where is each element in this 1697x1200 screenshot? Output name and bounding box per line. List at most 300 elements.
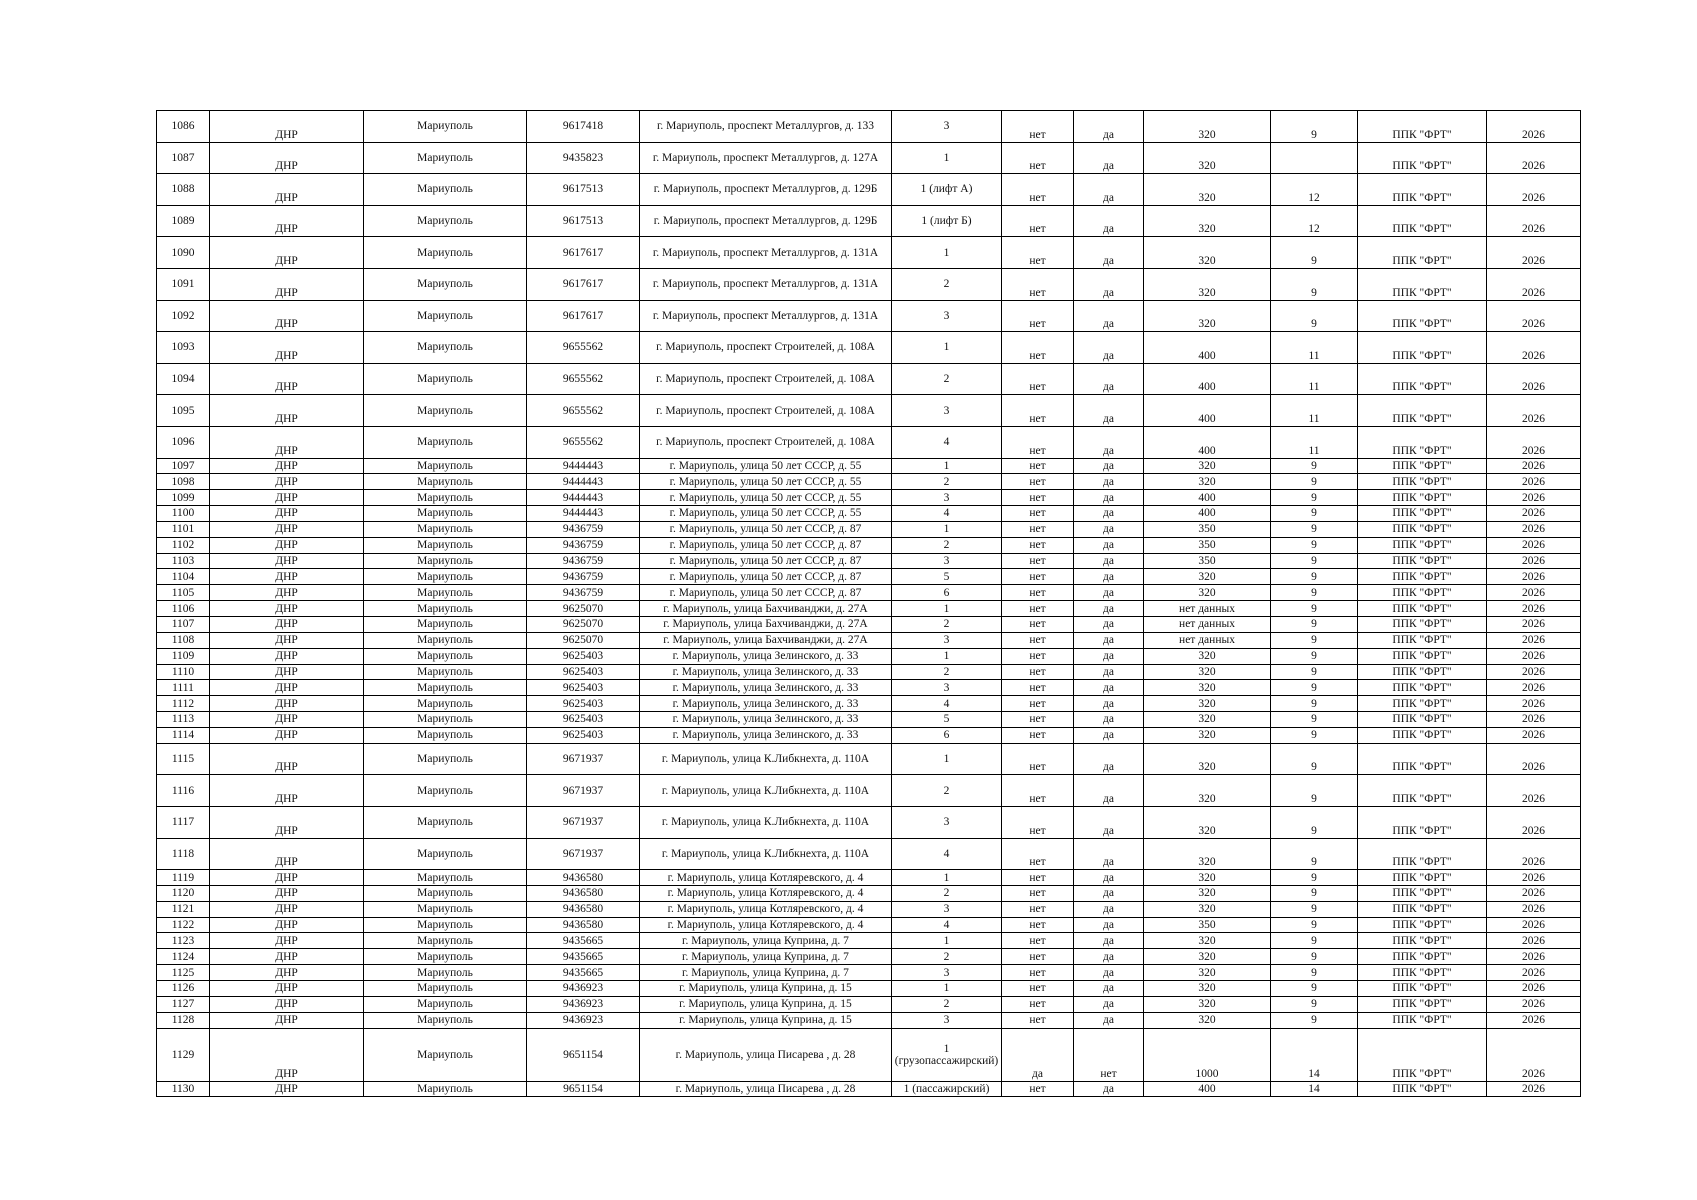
organization-cell: ППК "ФРТ": [1358, 490, 1487, 506]
capacity-cell: 320: [1144, 664, 1271, 680]
city-cell: Мариуполь: [364, 727, 527, 743]
address-cell: г. Мариуполь, проспект Металлургов, д. 131А: [640, 237, 892, 269]
object-code-cell: 9625403: [527, 696, 640, 712]
table-row: [157, 506, 1581, 522]
year-cell: 2026: [1487, 901, 1581, 917]
stops-cell: 9: [1271, 474, 1358, 490]
region-cell: ДНР: [210, 870, 364, 886]
stops-cell: 9: [1271, 111, 1358, 143]
capacity-cell: 320: [1144, 743, 1271, 775]
organization-cell: ППК "ФРТ": [1358, 712, 1487, 728]
organization-cell: ППК "ФРТ": [1358, 332, 1487, 364]
capacity-cell: 320: [1144, 712, 1271, 728]
lift-cell: 3: [892, 1012, 1002, 1028]
stops-cell: 9: [1271, 601, 1358, 617]
region-cell: ДНР: [210, 838, 364, 870]
city-cell: Мариуполь: [364, 885, 527, 901]
table-row: [157, 142, 1581, 174]
organization-cell: ППК "ФРТ": [1358, 981, 1487, 997]
address-cell: г. Мариуполь, улица Бахчиванджи, д. 27А: [640, 632, 892, 648]
city-cell: Мариуполь: [364, 632, 527, 648]
capacity-cell: 320: [1144, 268, 1271, 300]
region-cell: ДНР: [210, 775, 364, 807]
address-cell: г. Мариуполь, улица 50 лет СССР, д. 55: [640, 506, 892, 522]
object-code-cell: 9436923: [527, 1012, 640, 1028]
address-cell: г. Мариуполь, улица Зелинского, д. 33: [640, 648, 892, 664]
organization-cell: ППК "ФРТ": [1358, 585, 1487, 601]
table-row: [157, 632, 1581, 648]
organization-cell: ППК "ФРТ": [1358, 474, 1487, 490]
year-cell: 2026: [1487, 490, 1581, 506]
row-number-cell: 1089: [157, 205, 210, 237]
lift-cell: 3: [892, 395, 1002, 427]
region-cell: ДНР: [210, 585, 364, 601]
stops-cell: 9: [1271, 901, 1358, 917]
address-cell: г. Мариуполь, проспект Строителей, д. 108А: [640, 426, 892, 458]
address-cell: г. Мариуполь, улица Зелинского, д. 33: [640, 696, 892, 712]
object-code-cell: 9444443: [527, 506, 640, 522]
region-cell: ДНР: [210, 601, 364, 617]
stops-cell: 9: [1271, 569, 1358, 585]
object-code-cell: 9436759: [527, 553, 640, 569]
object-code-cell: 9617617: [527, 268, 640, 300]
lift-cell: 3: [892, 965, 1002, 981]
region-cell: ДНР: [210, 949, 364, 965]
flag-2-cell: да: [1074, 616, 1144, 632]
region-cell: ДНР: [210, 616, 364, 632]
stops-cell: 9: [1271, 917, 1358, 933]
year-cell: 2026: [1487, 696, 1581, 712]
address-cell: г. Мариуполь, улица 50 лет СССР, д. 87: [640, 585, 892, 601]
flag-2-cell: да: [1074, 1012, 1144, 1028]
flag-2-cell: да: [1074, 901, 1144, 917]
flag-1-cell: нет: [1002, 521, 1074, 537]
lift-cell: 4: [892, 917, 1002, 933]
organization-cell: ППК "ФРТ": [1358, 664, 1487, 680]
capacity-cell: 320: [1144, 474, 1271, 490]
year-cell: 2026: [1487, 521, 1581, 537]
object-code-cell: 9625403: [527, 648, 640, 664]
object-code-cell: 9617617: [527, 300, 640, 332]
table-row: [157, 870, 1581, 886]
year-cell: 2026: [1487, 332, 1581, 364]
region-cell: ДНР: [210, 111, 364, 143]
row-number-cell: 1087: [157, 142, 210, 174]
lift-cell: 1 (пассажирский): [892, 1081, 1002, 1097]
stops-cell: 11: [1271, 363, 1358, 395]
row-number-cell: 1104: [157, 569, 210, 585]
flag-2-cell: да: [1074, 806, 1144, 838]
address-cell: г. Мариуполь, проспект Металлургов, д. 131А: [640, 268, 892, 300]
stops-cell: 9: [1271, 521, 1358, 537]
lift-cell: 3: [892, 901, 1002, 917]
row-number-cell: 1129: [157, 1028, 210, 1081]
year-cell: 2026: [1487, 949, 1581, 965]
flag-1-cell: нет: [1002, 949, 1074, 965]
row-number-cell: 1107: [157, 616, 210, 632]
organization-cell: ППК "ФРТ": [1358, 1028, 1487, 1081]
year-cell: 2026: [1487, 727, 1581, 743]
address-cell: г. Мариуполь, улица Котляревского, д. 4: [640, 870, 892, 886]
row-number-cell: 1099: [157, 490, 210, 506]
region-cell: ДНР: [210, 680, 364, 696]
flag-1-cell: нет: [1002, 332, 1074, 364]
table-row: [157, 1012, 1581, 1028]
row-number-cell: 1109: [157, 648, 210, 664]
address-cell: г. Мариуполь, улица 50 лет СССР, д. 87: [640, 537, 892, 553]
capacity-cell: 320: [1144, 806, 1271, 838]
flag-1-cell: нет: [1002, 806, 1074, 838]
lift-cell: 3: [892, 111, 1002, 143]
region-cell: ДНР: [210, 648, 364, 664]
table-row: [157, 585, 1581, 601]
city-cell: Мариуполь: [364, 680, 527, 696]
object-code-cell: 9617513: [527, 174, 640, 206]
stops-cell: 14: [1271, 1028, 1358, 1081]
year-cell: 2026: [1487, 142, 1581, 174]
stops-cell: 9: [1271, 806, 1358, 838]
table-row: [157, 111, 1581, 143]
address-cell: г. Мариуполь, улица К.Либкнехта, д. 110А: [640, 838, 892, 870]
organization-cell: ППК "ФРТ": [1358, 949, 1487, 965]
flag-2-cell: да: [1074, 537, 1144, 553]
capacity-cell: 320: [1144, 870, 1271, 886]
region-cell: ДНР: [210, 521, 364, 537]
city-cell: Мариуполь: [364, 696, 527, 712]
object-code-cell: 9651154: [527, 1081, 640, 1097]
capacity-cell: 320: [1144, 237, 1271, 269]
city-cell: Мариуполь: [364, 332, 527, 364]
organization-cell: ППК "ФРТ": [1358, 870, 1487, 886]
year-cell: 2026: [1487, 981, 1581, 997]
flag-1-cell: нет: [1002, 426, 1074, 458]
row-number-cell: 1123: [157, 933, 210, 949]
address-cell: г. Мариуполь, улица К.Либкнехта, д. 110А: [640, 775, 892, 807]
capacity-cell: 350: [1144, 537, 1271, 553]
city-cell: Мариуполь: [364, 1081, 527, 1097]
lift-cell: 1 (грузопассажирский): [892, 1028, 1002, 1081]
address-cell: г. Мариуполь, улица Куприна, д. 7: [640, 933, 892, 949]
lift-cell: 3: [892, 553, 1002, 569]
year-cell: 2026: [1487, 537, 1581, 553]
flag-1-cell: нет: [1002, 300, 1074, 332]
object-code-cell: 9444443: [527, 458, 640, 474]
row-number-cell: 1117: [157, 806, 210, 838]
row-number-cell: 1092: [157, 300, 210, 332]
address-cell: г. Мариуполь, улица К.Либкнехта, д. 110А: [640, 743, 892, 775]
object-code-cell: 9625403: [527, 680, 640, 696]
lift-cell: 6: [892, 727, 1002, 743]
city-cell: Мариуполь: [364, 395, 527, 427]
row-number-cell: 1111: [157, 680, 210, 696]
flag-2-cell: да: [1074, 506, 1144, 522]
stops-cell: 9: [1271, 664, 1358, 680]
table-row: [157, 395, 1581, 427]
stops-cell: 9: [1271, 506, 1358, 522]
stops-cell: 12: [1271, 205, 1358, 237]
address-cell: г. Мариуполь, улица Писарева , д. 28: [640, 1081, 892, 1097]
row-number-cell: 1097: [157, 458, 210, 474]
flag-2-cell: да: [1074, 838, 1144, 870]
region-cell: ДНР: [210, 696, 364, 712]
organization-cell: ППК "ФРТ": [1358, 506, 1487, 522]
year-cell: 2026: [1487, 395, 1581, 427]
year-cell: 2026: [1487, 996, 1581, 1012]
year-cell: 2026: [1487, 585, 1581, 601]
row-number-cell: 1095: [157, 395, 210, 427]
organization-cell: ППК "ФРТ": [1358, 901, 1487, 917]
organization-cell: ППК "ФРТ": [1358, 569, 1487, 585]
city-cell: Мариуполь: [364, 981, 527, 997]
address-cell: г. Мариуполь, улица 50 лет СССР, д. 55: [640, 490, 892, 506]
object-code-cell: 9435665: [527, 965, 640, 981]
lift-cell: 1: [892, 332, 1002, 364]
row-number-cell: 1101: [157, 521, 210, 537]
object-code-cell: 9625070: [527, 601, 640, 617]
flag-1-cell: нет: [1002, 696, 1074, 712]
stops-cell: [1271, 142, 1358, 174]
flag-2-cell: да: [1074, 585, 1144, 601]
region-cell: ДНР: [210, 712, 364, 728]
stops-cell: 9: [1271, 965, 1358, 981]
city-cell: Мариуполь: [364, 1012, 527, 1028]
address-cell: г. Мариуполь, улица Зелинского, д. 33: [640, 712, 892, 728]
flag-2-cell: да: [1074, 981, 1144, 997]
flag-2-cell: да: [1074, 933, 1144, 949]
flag-2-cell: да: [1074, 237, 1144, 269]
city-cell: Мариуполь: [364, 648, 527, 664]
flag-2-cell: да: [1074, 474, 1144, 490]
region-cell: ДНР: [210, 553, 364, 569]
lift-cell: 1: [892, 521, 1002, 537]
city-cell: Мариуполь: [364, 712, 527, 728]
object-code-cell: 9655562: [527, 395, 640, 427]
flag-2-cell: да: [1074, 664, 1144, 680]
row-number-cell: 1119: [157, 870, 210, 886]
flag-2-cell: да: [1074, 569, 1144, 585]
region-cell: ДНР: [210, 996, 364, 1012]
table-row: [157, 838, 1581, 870]
object-code-cell: 9436923: [527, 981, 640, 997]
year-cell: 2026: [1487, 205, 1581, 237]
flag-1-cell: нет: [1002, 917, 1074, 933]
flag-1-cell: нет: [1002, 142, 1074, 174]
row-number-cell: 1122: [157, 917, 210, 933]
flag-1-cell: нет: [1002, 648, 1074, 664]
flag-2-cell: да: [1074, 917, 1144, 933]
registry-table: [156, 110, 1581, 1097]
region-cell: ДНР: [210, 537, 364, 553]
city-cell: Мариуполь: [364, 268, 527, 300]
city-cell: Мариуполь: [364, 490, 527, 506]
table-row: [157, 300, 1581, 332]
address-cell: г. Мариуполь, улица 50 лет СССР, д. 55: [640, 474, 892, 490]
table-row: [157, 521, 1581, 537]
flag-1-cell: нет: [1002, 506, 1074, 522]
row-number-cell: 1115: [157, 743, 210, 775]
flag-1-cell: нет: [1002, 901, 1074, 917]
flag-2-cell: да: [1074, 521, 1144, 537]
table-row: [157, 996, 1581, 1012]
lift-cell: 4: [892, 838, 1002, 870]
organization-cell: ППК "ФРТ": [1358, 632, 1487, 648]
table-row: [157, 648, 1581, 664]
address-cell: г. Мариуполь, проспект Строителей, д. 108А: [640, 363, 892, 395]
capacity-cell: 400: [1144, 490, 1271, 506]
table-row: [157, 332, 1581, 364]
organization-cell: ППК "ФРТ": [1358, 300, 1487, 332]
object-code-cell: 9625403: [527, 664, 640, 680]
address-cell: г. Мариуполь, проспект Строителей, д. 108А: [640, 332, 892, 364]
stops-cell: 9: [1271, 712, 1358, 728]
table-row: [157, 363, 1581, 395]
city-cell: Мариуполь: [364, 775, 527, 807]
address-cell: г. Мариуполь, улица Бахчиванджи, д. 27А: [640, 616, 892, 632]
table-row: [157, 174, 1581, 206]
object-code-cell: 9655562: [527, 363, 640, 395]
year-cell: 2026: [1487, 743, 1581, 775]
lift-cell: 2: [892, 616, 1002, 632]
year-cell: 2026: [1487, 917, 1581, 933]
table-row: [157, 965, 1581, 981]
flag-1-cell: нет: [1002, 632, 1074, 648]
lift-cell: 1: [892, 648, 1002, 664]
object-code-cell: 9435665: [527, 949, 640, 965]
object-code-cell: 9436580: [527, 885, 640, 901]
object-code-cell: 9435823: [527, 142, 640, 174]
table-row: [157, 1081, 1581, 1097]
flag-2-cell: нет: [1074, 1028, 1144, 1081]
capacity-cell: 320: [1144, 775, 1271, 807]
stops-cell: 9: [1271, 743, 1358, 775]
table-row: [157, 933, 1581, 949]
organization-cell: ППК "ФРТ": [1358, 743, 1487, 775]
lift-cell: 3: [892, 490, 1002, 506]
table-row: [157, 806, 1581, 838]
lift-cell: 2: [892, 775, 1002, 807]
region-cell: ДНР: [210, 885, 364, 901]
region-cell: ДНР: [210, 1028, 364, 1081]
object-code-cell: 9436580: [527, 917, 640, 933]
row-number-cell: 1098: [157, 474, 210, 490]
capacity-cell: 320: [1144, 648, 1271, 664]
flag-2-cell: да: [1074, 426, 1144, 458]
capacity-cell: 1000: [1144, 1028, 1271, 1081]
region-cell: ДНР: [210, 743, 364, 775]
year-cell: 2026: [1487, 111, 1581, 143]
capacity-cell: 320: [1144, 933, 1271, 949]
address-cell: г. Мариуполь, проспект Металлургов, д. 127А: [640, 142, 892, 174]
row-number-cell: 1112: [157, 696, 210, 712]
region-cell: ДНР: [210, 237, 364, 269]
address-cell: г. Мариуполь, улица Куприна, д. 15: [640, 1012, 892, 1028]
table-row: [157, 553, 1581, 569]
row-number-cell: 1096: [157, 426, 210, 458]
city-cell: Мариуполь: [364, 174, 527, 206]
year-cell: 2026: [1487, 1012, 1581, 1028]
capacity-cell: 350: [1144, 553, 1271, 569]
organization-cell: ППК "ФРТ": [1358, 537, 1487, 553]
region-cell: ДНР: [210, 917, 364, 933]
capacity-cell: 320: [1144, 885, 1271, 901]
stops-cell: 9: [1271, 727, 1358, 743]
flag-2-cell: да: [1074, 111, 1144, 143]
city-cell: Мариуполь: [364, 838, 527, 870]
address-cell: г. Мариуполь, улица Куприна, д. 15: [640, 996, 892, 1012]
table-row: [157, 490, 1581, 506]
address-cell: г. Мариуполь, улица 50 лет СССР, д. 87: [640, 553, 892, 569]
lift-cell: 1: [892, 981, 1002, 997]
address-cell: г. Мариуполь, улица 50 лет СССР, д. 55: [640, 458, 892, 474]
row-number-cell: 1102: [157, 537, 210, 553]
object-code-cell: 9436759: [527, 585, 640, 601]
flag-2-cell: да: [1074, 775, 1144, 807]
row-number-cell: 1090: [157, 237, 210, 269]
year-cell: 2026: [1487, 616, 1581, 632]
row-number-cell: 1103: [157, 553, 210, 569]
flag-1-cell: нет: [1002, 981, 1074, 997]
table-row: [157, 664, 1581, 680]
region-cell: ДНР: [210, 490, 364, 506]
lift-cell: 3: [892, 806, 1002, 838]
city-cell: Мариуполь: [364, 300, 527, 332]
flag-2-cell: да: [1074, 949, 1144, 965]
row-number-cell: 1124: [157, 949, 210, 965]
lift-cell: 1: [892, 458, 1002, 474]
flag-1-cell: нет: [1002, 111, 1074, 143]
organization-cell: ППК "ФРТ": [1358, 680, 1487, 696]
object-code-cell: 9671937: [527, 743, 640, 775]
address-cell: г. Мариуполь, улица 50 лет СССР, д. 87: [640, 569, 892, 585]
lift-cell: 1: [892, 933, 1002, 949]
object-code-cell: 9436759: [527, 521, 640, 537]
organization-cell: ППК "ФРТ": [1358, 648, 1487, 664]
city-cell: Мариуполь: [364, 996, 527, 1012]
region-cell: ДНР: [210, 142, 364, 174]
flag-1-cell: нет: [1002, 1012, 1074, 1028]
row-number-cell: 1125: [157, 965, 210, 981]
address-cell: г. Мариуполь, улица Зелинского, д. 33: [640, 680, 892, 696]
flag-2-cell: да: [1074, 696, 1144, 712]
year-cell: 2026: [1487, 300, 1581, 332]
flag-1-cell: нет: [1002, 395, 1074, 427]
year-cell: 2026: [1487, 680, 1581, 696]
organization-cell: ППК "ФРТ": [1358, 806, 1487, 838]
row-number-cell: 1114: [157, 727, 210, 743]
address-cell: г. Мариуполь, проспект Металлургов, д. 131А: [640, 300, 892, 332]
address-cell: г. Мариуполь, улица Котляревского, д. 4: [640, 917, 892, 933]
table-row: [157, 569, 1581, 585]
table-row: [157, 458, 1581, 474]
lift-cell: 3: [892, 632, 1002, 648]
capacity-cell: 350: [1144, 917, 1271, 933]
stops-cell: 9: [1271, 870, 1358, 886]
address-cell: г. Мариуполь, улица Бахчиванджи, д. 27А: [640, 601, 892, 617]
lift-cell: 1 (лифт А): [892, 174, 1002, 206]
flag-2-cell: да: [1074, 727, 1144, 743]
stops-cell: 9: [1271, 996, 1358, 1012]
object-code-cell: 9436759: [527, 569, 640, 585]
capacity-cell: 320: [1144, 965, 1271, 981]
year-cell: 2026: [1487, 506, 1581, 522]
year-cell: 2026: [1487, 474, 1581, 490]
capacity-cell: 320: [1144, 1012, 1271, 1028]
city-cell: Мариуполь: [364, 205, 527, 237]
city-cell: Мариуполь: [364, 806, 527, 838]
address-cell: г. Мариуполь, улица 50 лет СССР, д. 87: [640, 521, 892, 537]
year-cell: 2026: [1487, 775, 1581, 807]
city-cell: Мариуполь: [364, 664, 527, 680]
